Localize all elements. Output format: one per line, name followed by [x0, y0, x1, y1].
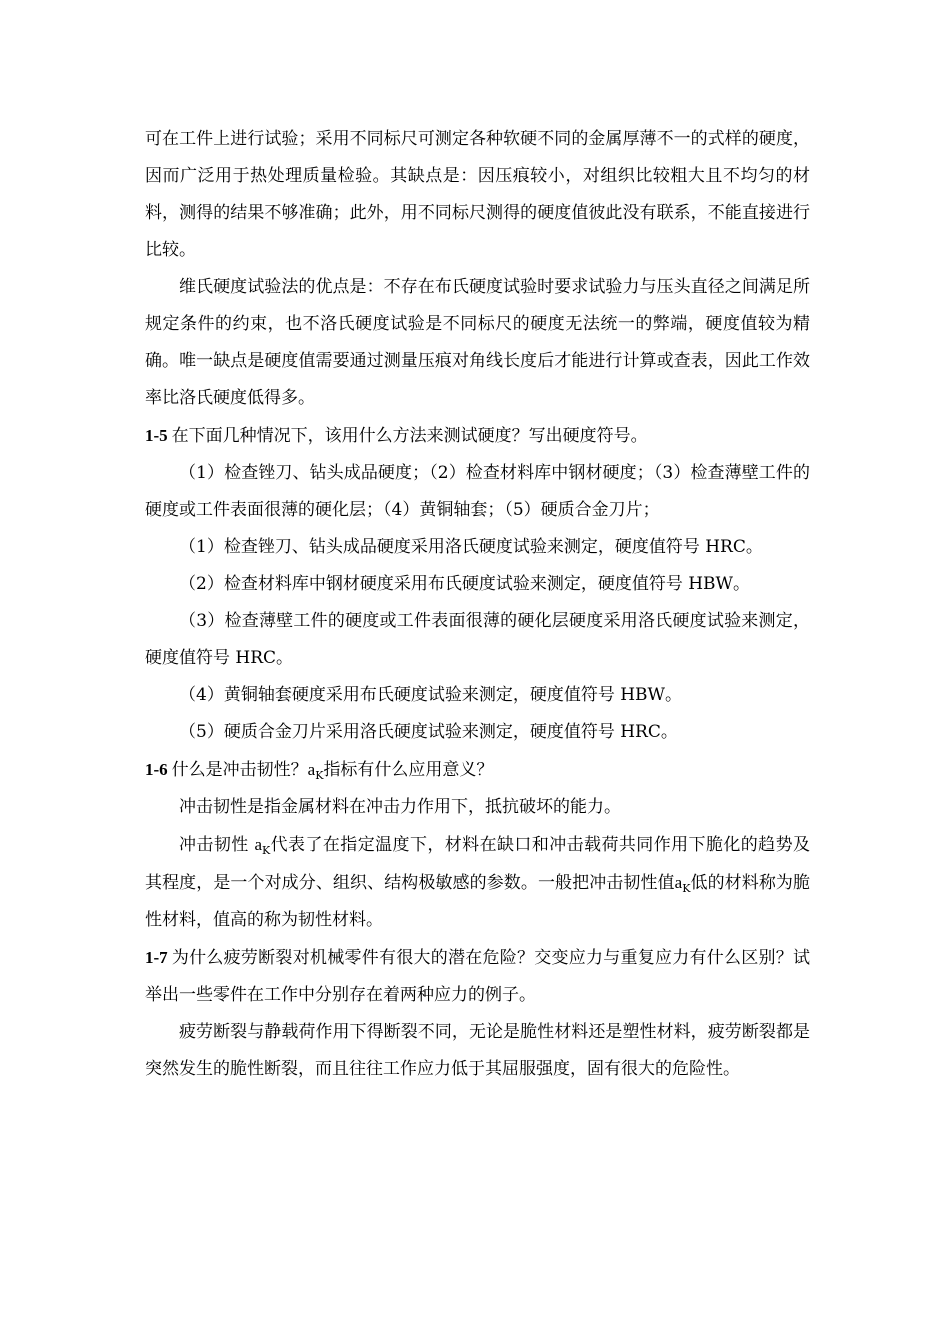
answer-1-5-item-4: （4）黄铜轴套硬度采用布氏硬度试验来测定，硬度值符号 HBW。	[179, 685, 683, 705]
question-1-5	[145, 417, 810, 455]
answer-1-5-item-1: （1）检查锉刀、钻头成品硬度采用洛氏硬度试验来测定，硬度值符号 HRC。	[179, 537, 763, 557]
document-page	[145, 121, 810, 1088]
symbol-a: a	[674, 873, 683, 892]
answer-1-6-meaning	[145, 826, 810, 939]
question-number: 1-5	[145, 426, 168, 445]
question-text-end: 指标有什么应用意义？	[323, 760, 494, 780]
answer-1-5-item-2: （2）检查材料库中钢材硬度采用布氏硬度试验来测定，硬度值符号 HBW。	[179, 574, 751, 594]
answer-1-5-item-3: （3）检查薄壁工件的硬度或工件表面很薄的硬化层硬度采用洛氏硬度试验来测定，硬度值符号 HRC。	[145, 611, 810, 668]
answer-1-5-item-5: （5）硬质合金刀片采用洛氏硬度试验来测定，硬度值符号 HRC。	[179, 722, 678, 742]
question-text: 为什么疲劳断裂对机械零件有很大的潜在危险？交变应力与重复应力有什么区别？试举出一些零件在工作中分别存在着两种应力的例子。	[145, 948, 810, 1005]
question-1-7	[145, 939, 810, 1014]
question-1-5-list: （1）检查锉刀、钻头成品硬度；（2）检查材料库中钢材硬度；（3）检查薄壁工件的硬度或工件表面很薄的硬化层；（4）黄铜轴套；（5）硬质合金刀片；	[145, 463, 810, 520]
symbol-subscript: K	[315, 769, 324, 782]
symbol-subscript: K	[262, 844, 271, 857]
question-number: 1-7	[145, 948, 168, 967]
text-segment: 代表了在指定温度下，材料在缺口和冲击载荷共同作用下脆化的趋势及其程度，是一个对成分、组织、结构极敏感的参数。一般把冲击韧性值	[145, 835, 811, 893]
paragraph-vickers: 维氏硬度试验法的优点是：不存在布氏硬度试验时要求试验力与压头直径之间满足所规定条件的约束，也不洛氏硬度试验是不同标尺的硬度无法统一的弊端，硬度值较为精确。唯一缺点是硬度值需要通过测量压痕对角线长度后才能进行计算或查表，因此工作效率比洛氏硬度低得多。	[145, 277, 810, 408]
symbol-a: a	[307, 760, 316, 779]
answer-1-7: 疲劳断裂与静载荷作用下得断裂不同，无论是脆性材料还是塑性材料，疲劳断裂都是突然发生的脆性断裂，而且往往工作应力低于其屈服强度，固有很大的危险性。	[145, 1022, 810, 1079]
symbol-a: a	[254, 835, 263, 854]
text-segment: 低的材料称为脆性材料，值高的称为韧性材料。	[145, 873, 811, 930]
question-text: 什么是冲击韧性？	[171, 760, 308, 780]
paragraph-rockwell-summary: 可在工件上进行试验；采用不同标尺可测定各种软硬不同的金属厚薄不一的式样的硬度，因而广泛用于热处理质量检验。其缺点是：因压痕较小，对组织比较粗大且不均匀的材料，测得的结果不够准确；此外，用不同标尺测得的硬度值彼此没有联系，不能直接进行比较。	[145, 129, 810, 260]
text-segment: 冲击韧性	[179, 835, 255, 855]
question-1-6	[145, 751, 810, 789]
question-number: 1-6	[145, 760, 168, 779]
symbol-subscript: K	[682, 882, 691, 895]
answer-1-6-definition: 冲击韧性是指金属材料在冲击力作用下，抵抗破坏的能力。	[179, 797, 621, 817]
question-text: 在下面几种情况下，该用什么方法来测试硬度？写出硬度符号。	[171, 426, 648, 446]
